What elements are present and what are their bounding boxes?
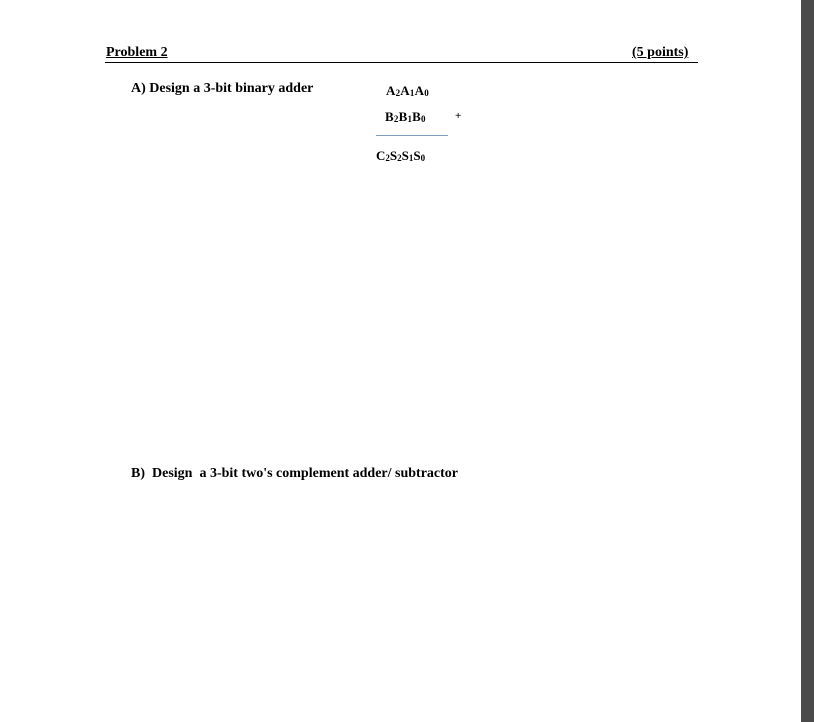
sum-rule xyxy=(376,135,448,136)
part-b-prompt: B) Design a 3-bit two's complement adder/ subtractor xyxy=(131,466,459,481)
plus-operator: + xyxy=(455,110,462,122)
header-rule xyxy=(105,62,698,63)
problem-title: Problem 2 xyxy=(106,45,168,60)
viewer-edge xyxy=(801,0,814,722)
addend-b: $B_2B_1B_0$ xyxy=(385,109,426,124)
sum-result: $C_2S_2S_1S_0$ xyxy=(376,148,426,163)
points-label: (5 points) xyxy=(632,45,689,60)
addend-a: $A_2A_1A_0$ xyxy=(386,83,429,98)
part-a-prompt: A) Design a 3-bit binary adder xyxy=(131,81,314,96)
